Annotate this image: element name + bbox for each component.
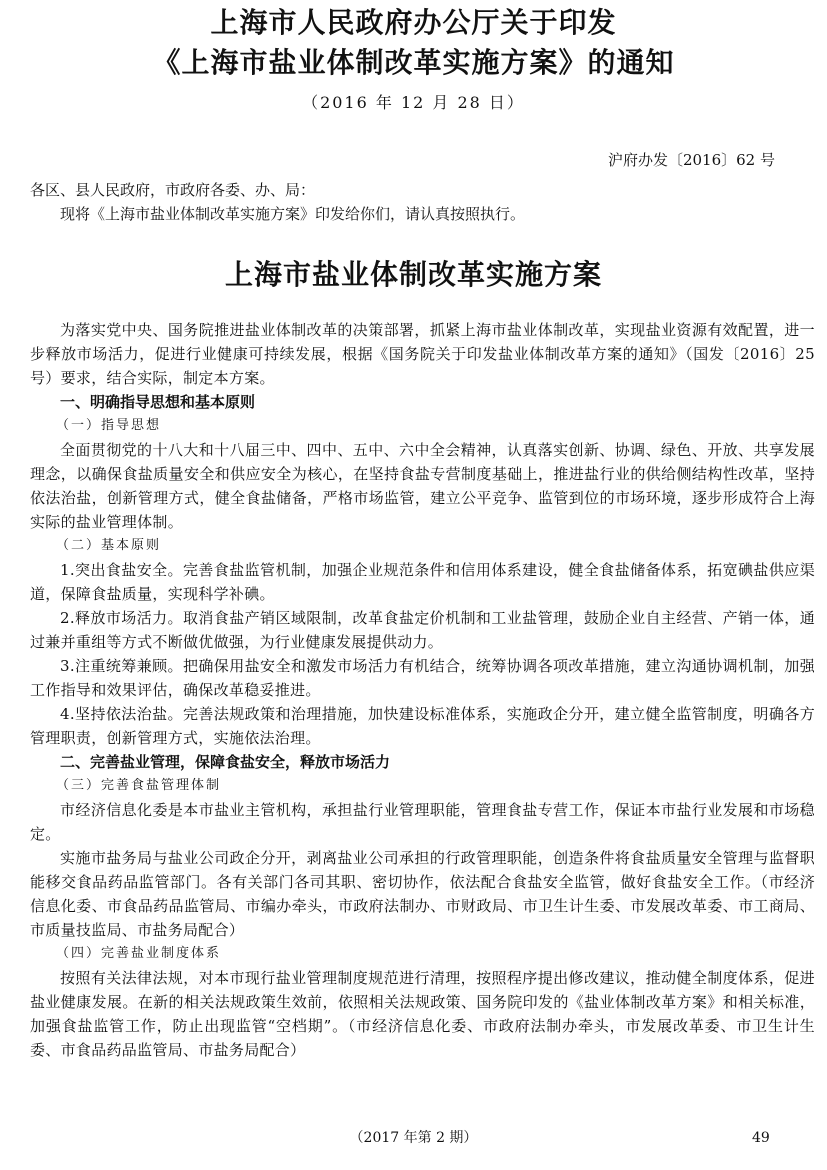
plan-body bbox=[30, 318, 815, 1062]
subsection-heading: （二）基本原则 bbox=[56, 538, 162, 553]
page-number: 49 bbox=[752, 1130, 770, 1146]
subsection-heading: （四）完善盐业制度体系 bbox=[56, 946, 222, 961]
body-paragraph: 3.注重统筹兼顾。把确保用盐安全和激发市场活力有机结合，统筹协调各项改革措施，建立沟通协调机制，加强工作指导和效果评估，确保改革稳妥推进。 bbox=[30, 657, 815, 699]
body-paragraph: 市经济信息化委是本市盐业主管机构，承担盐行业管理职能，管理食盐专营工作，保证本市盐行业发展和市场稳定。 bbox=[30, 801, 815, 843]
body-paragraph: 按照有关法律法规，对本市现行盐业管理制度规范进行清理，按照程序提出修改建议，推动健全制度体系，促进盐业健康发展。在新的相关法规政策生效前，依照相关法规政策、国务院印发的《盐业体制改革方案》和相关标准，加强食盐监管工作，防止出现监管“空档期”。（市经济信息化委、市政府法制办牵头，市发展改革委、市卫生计生委、市食品药品监管局、市盐务局配合） bbox=[30, 969, 815, 1059]
journal-issue: （2017 年第 2 期） bbox=[349, 1130, 478, 1146]
body-paragraph: 1.突出食盐安全。完善食盐监管机制，加强企业规范条件和信用体系建设，健全食盐储备体系，拓宽碘盐供应渠道，保障食盐质量，实现科学补碘。 bbox=[30, 561, 815, 603]
section-heading: 二、完善盐业管理，保障食盐安全，释放市场活力 bbox=[60, 753, 391, 771]
body-paragraph: 为落实党中央、国务院推进盐业体制改革的决策部署，抓紧上海市盐业体制改革，实现盐业资源有效配置，进一步释放市场活力，促进行业健康可持续发展，根据《国务院关于印发盐业体制改革方案的通知》（国发〔2016〕25 号）要求，结合实际，制定本方案。 bbox=[30, 321, 815, 387]
subsection-heading: （一）指导思想 bbox=[56, 418, 162, 433]
notice-text: 现将《上海市盐业体制改革实施方案》印发给你们，请认真按照执行。 bbox=[60, 205, 526, 223]
body-paragraph: 全面贯彻党的十八大和十八届三中、四中、五中、六中全会精神，认真落实创新、协调、绿色、开放、共享发展理念，以确保食盐质量安全和供应安全为核心，在坚持食盐专营制度基础上，推进盐行业的供给侧结构性改革，坚持依法治盐，创新管理方式，健全食盐储备，严格市场监管，建立公平竞争、监管到位的市场环境，逐步形成符合上海实际的盐业管理体制。 bbox=[30, 441, 815, 531]
plan-title: 上海市盐业体制改革实施方案 bbox=[224, 258, 602, 291]
notice-title-line-2: 《上海市盐业体制改革实施方案》的通知 bbox=[152, 46, 675, 79]
notice-date: （2016 年 12 月 28 日） bbox=[302, 93, 525, 112]
notice-addressee: 各区、县人民政府，市政府各委、办、局： bbox=[30, 181, 316, 199]
notice-title-line-1: 上海市人民政府办公厅关于印发 bbox=[210, 6, 617, 39]
subsection-heading: （三）完善食盐管理体制 bbox=[56, 778, 222, 793]
body-paragraph: 实施市盐务局与盐业公司政企分开，剥离盐业公司承担的行政管理职能，创造条件将食盐质量安全管理与监督职能移交食品药品监管部门。各有关部门各司其职、密切协作，依法配合食盐安全监管，做好食盐安全工作。（市经济信息化委、市食品药品监管局、市编办牵头，市政府法制办、市财政局、市卫生计生委、市发展改革委、市工商局、市质量技监局、市盐务局配合） bbox=[30, 849, 815, 939]
document-number: 沪府办发〔2016〕62 号 bbox=[607, 151, 775, 169]
body-paragraph: 2.释放市场活力。取消食盐产销区域限制，改革食盐定价机制和工业盐管理，鼓励企业自主经营、产销一体，通过兼并重组等方式不断做优做强，为行业健康发展提供动力。 bbox=[30, 609, 815, 651]
body-paragraph: 4.坚持依法治盐。完善法规政策和治理措施，加快建设标准体系，实施政企分开，建立健全监管制度，明确各方管理职责，创新管理方式，实施依法治理。 bbox=[30, 705, 815, 747]
section-heading: 一、明确指导思想和基本原则 bbox=[60, 393, 256, 411]
